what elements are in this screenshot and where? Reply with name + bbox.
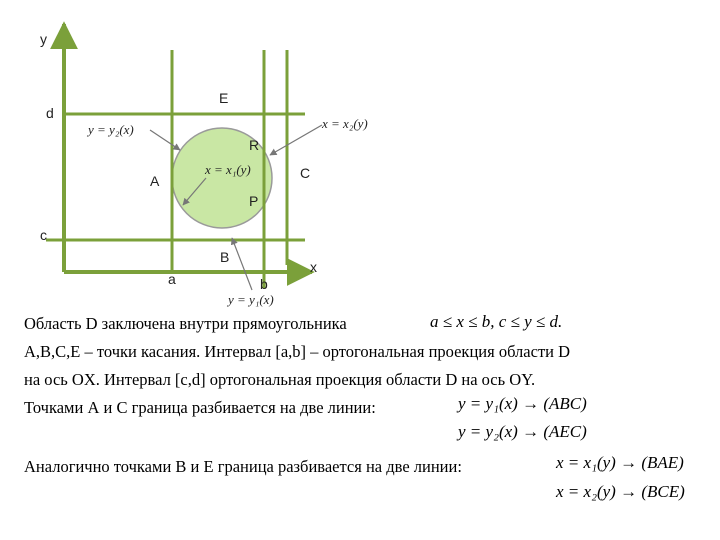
text-line-1: Область D заключена внутри прямоугольника [24, 314, 347, 333]
point-a-label: A [150, 173, 160, 189]
eq-y2-label: y = y₂(x) [88, 122, 134, 137]
rect-inequality: a ≤ x ≤ b, c ≤ y ≤ d. [430, 312, 563, 331]
eq-aec: y = y₂(x) → (AEC) [458, 422, 587, 441]
text-line-4: Точками А и С граница разбивается на две линии: [24, 398, 376, 417]
point-c-label: C [300, 165, 311, 181]
point-e-label: E [219, 90, 229, 106]
text-line-3: на ось OX. Интервал [c,d] ортогональная проекция области D на ось OY. [24, 370, 536, 389]
label-a: a [168, 271, 176, 287]
text-line-5: Аналогично точками В и Е граница разбивается на две линии: [24, 457, 462, 476]
eq-abc: y = y₁(x) → (ABC) [458, 394, 587, 413]
eq-bae: x = x₁(y) → (BAE) [556, 453, 684, 472]
pointer-y2 [150, 130, 180, 150]
label-d: d [46, 105, 54, 121]
point-b-label: B [220, 249, 230, 265]
text-line-2: A,B,C,E – точки касания. Интервал [a,b] – ортогональная проекция области D [24, 342, 571, 361]
eq-x2-label: x = x₂(y) [322, 116, 368, 131]
y-axis-label: y [40, 31, 47, 47]
label-c: c [40, 227, 47, 243]
point-r-label: R [249, 137, 260, 153]
x-axis-label: x [310, 259, 317, 275]
pointer-y1 [232, 238, 252, 290]
point-p-label: P [249, 193, 259, 209]
eq-bce: x = x₂(y) → (BCE) [556, 482, 685, 501]
label-b: b [260, 276, 268, 292]
eq-x1-label: x = x₁(y) [205, 162, 251, 177]
eq-y1-label: y = y₁(x) [228, 292, 274, 307]
pointer-x2 [270, 125, 322, 155]
